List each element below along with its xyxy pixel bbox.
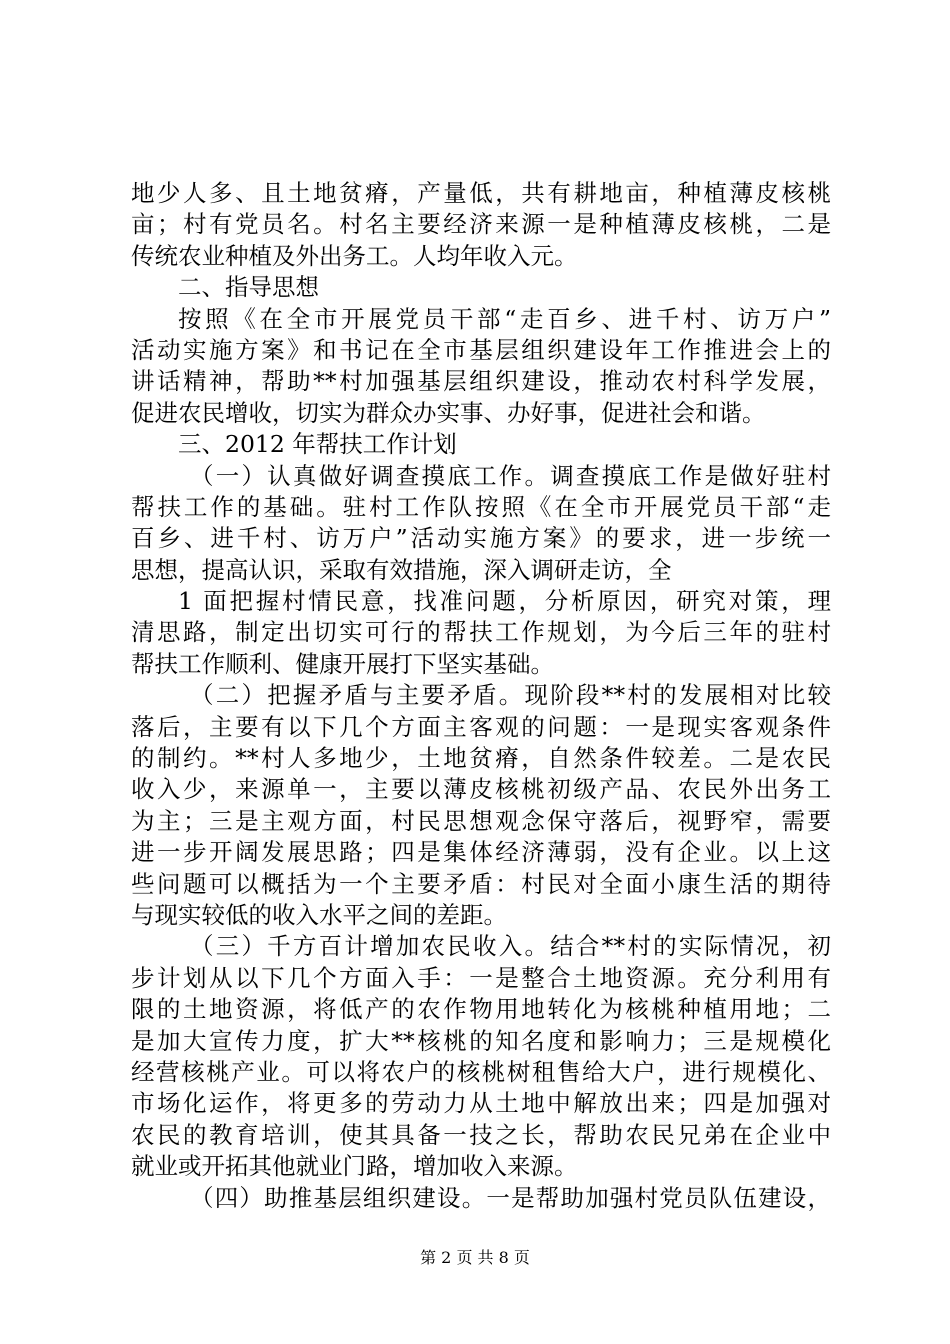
text-line: 是加大宣传力度，扩大**核桃的知名度和影响力；三是规模化 [131, 1026, 831, 1055]
text-line: 落后，主要有以下几个方面主客观的问题：一是现实客观条件 [131, 712, 831, 741]
text-line: 活动实施方案》和书记在全市基层组织建设年工作推进会上的 [131, 335, 831, 364]
text-line: 市场化运作，将更多的劳动力从土地中解放出来；四是加强对 [131, 1089, 831, 1118]
text-line: 帮扶工作的基础。驻村工作队按照《在全市开展党员干部“走 [131, 492, 831, 521]
text-line: （一）认真做好调查摸底工作。调查摸底工作是做好驻村 [190, 461, 831, 490]
text-line: 亩；村有党员名。村名主要经济来源一是种植薄皮核桃，二是 [131, 210, 831, 239]
text-line: 二、指导思想 [178, 273, 319, 302]
text-line: 些问题可以概括为一个主要矛盾：村民对全面小康生活的期待 [131, 869, 831, 898]
text-line: 按照《在全市开展党员干部“走百乡、进千村、访万户” [178, 304, 831, 333]
text-line: 的制约。**村人多地少，土地贫瘠，自然条件较差。二是农民 [131, 744, 831, 773]
text-line: 限的土地资源，将低产的农作物用地转化为核桃种植用地；二 [131, 995, 831, 1024]
text-line: （二）把握矛盾与主要矛盾。现阶段**村的发展相对比较 [190, 681, 831, 710]
text-line: 就业或开拓其他就业门路，增加收入来源。 [131, 1152, 578, 1181]
text-line: 经营核桃产业。可以将农户的核桃树租售给大户，进行规模化、 [131, 1057, 831, 1086]
text-line: （四）助推基层组织建设。一是帮助加强村党员队伍建设， [190, 1183, 831, 1212]
text-line: 传统农业种植及外出务工。人均年收入元。 [131, 241, 578, 270]
text-line: 进一步开阔发展思路；四是集体经济薄弱，没有企业。以上这 [131, 838, 831, 867]
text-line: 促进农民增收，切实为群众办实事、办好事，促进社会和谐。 [131, 398, 766, 427]
text-line: （三）千方百计增加农民收入。结合**村的实际情况，初 [190, 932, 831, 961]
text-line: 1 面把握村情民意，找准问题，分析原因，研究对策，理 [178, 587, 831, 616]
text-line: 为主；三是主观方面，村民思想观念保守落后，视野窄，需要 [131, 806, 831, 835]
text-line: 讲话精神，帮助**村加强基层组织建设，推动农村科学发展， [131, 367, 831, 396]
text-line: 清思路，制定出切实可行的帮扶工作规划，为今后三年的驻村 [131, 618, 831, 647]
text-line: 帮扶工作顺利、健康开展打下坚实基础。 [131, 649, 554, 678]
text-line: 三、2012 年帮扶工作计划 [178, 430, 457, 459]
text-line: 百乡、进千村、访万户”活动实施方案》的要求，进一步统一 [131, 524, 831, 553]
text-line: 收入少，来源单一，主要以薄皮核桃初级产品、农民外出务工 [131, 775, 831, 804]
page-footer: 第 2 页 共 8 页 [420, 1248, 530, 1267]
document-body [131, 178, 831, 1214]
text-line: 与现实较低的收入水平之间的差距。 [131, 900, 507, 929]
text-line: 地少人多、且土地贫瘠，产量低，共有耕地亩，种植薄皮核桃 [131, 179, 831, 207]
text-line: 思想，提高认识，采取有效措施，深入调研走访，全 [131, 555, 672, 584]
text-line: 步计划从以下几个方面入手：一是整合土地资源。充分利用有 [131, 963, 831, 992]
text-line: 农民的教育培训，使其具备一技之长，帮助农民兄弟在企业中 [131, 1120, 831, 1149]
